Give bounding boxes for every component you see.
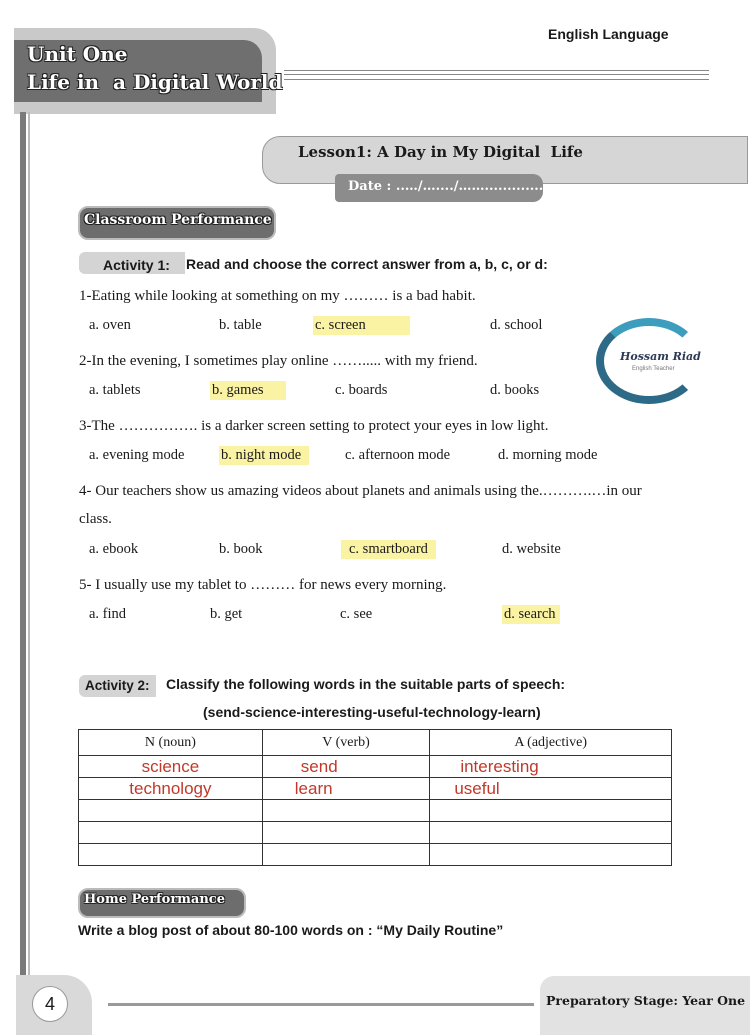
left-margin-bar-light [28, 112, 30, 992]
q5-option-c: c. see [340, 606, 373, 622]
header-noun: N (noun) [79, 730, 263, 756]
home-performance-label: Home Performance [84, 892, 225, 907]
parts-of-speech-table [78, 729, 672, 866]
cell-verb[interactable] [262, 800, 430, 822]
activity-2-instruction: Classify the following words in the suitable parts of speech: [166, 676, 566, 692]
table-row [79, 844, 672, 866]
page-number: 4 [32, 986, 68, 1022]
subject-title: English Language [548, 26, 669, 42]
cell-noun[interactable]: science [79, 756, 263, 778]
date-field: Date : ..…/…..../……............... [348, 179, 553, 194]
q1-option-c: c. screen [313, 316, 410, 335]
cell-verb[interactable]: send [262, 756, 430, 778]
table-row [79, 756, 672, 778]
cell-noun[interactable] [79, 800, 263, 822]
question-5: 5- I usually use my tablet to ……… for news every morning. [79, 577, 447, 593]
cell-noun[interactable] [79, 822, 263, 844]
lesson-title: Lesson1: A Day in My Digital Life [298, 143, 583, 161]
q2-option-a: a. tablets [89, 382, 141, 398]
q2-option-d: d. books [490, 382, 540, 398]
question-4: 4- Our teachers show us amazing videos about planets and animals using the.……….…in our [79, 483, 642, 499]
cell-adjective[interactable]: useful [430, 778, 672, 800]
classroom-performance-label: Classroom Performance [84, 212, 272, 228]
q4-option-a: a. ebook [89, 541, 139, 557]
header-divider [284, 70, 709, 80]
cell-verb[interactable] [262, 844, 430, 866]
logo-name: Hossam Riad [620, 350, 701, 363]
unit-title [27, 40, 283, 96]
table-row [79, 800, 672, 822]
unit-line-2: Life in a Digital World [27, 70, 283, 94]
q1-option-b: b. table [219, 317, 262, 333]
cell-adjective[interactable] [430, 844, 672, 866]
left-margin-bar [20, 112, 26, 992]
table-row [79, 778, 672, 800]
q3-option-c: c. afternoon mode [345, 447, 451, 463]
question-4-cont: class. [79, 511, 112, 527]
header-verb: V (verb) [262, 730, 430, 756]
question-1: 1-Eating while looking at something on my ……… is a bad habit. [79, 288, 476, 304]
q5-option-d: d. search [502, 605, 560, 624]
cell-verb[interactable]: learn [262, 778, 430, 800]
q5-option-b: b. get [210, 606, 243, 622]
header-adjective: A (adjective) [430, 730, 672, 756]
q3-option-b: b. night mode [219, 446, 309, 465]
activity-1-label: Activity 1: [79, 252, 185, 274]
q4-option-c: c. smartboard [341, 540, 436, 559]
cell-noun[interactable]: technology [79, 778, 263, 800]
cell-noun[interactable] [79, 844, 263, 866]
q1-option-d: d. school [490, 317, 543, 333]
cell-adjective[interactable]: interesting [430, 756, 672, 778]
table-row [79, 822, 672, 844]
home-task: Write a blog post of about 80-100 words on : “My Daily Routine” [78, 922, 504, 938]
cell-adjective[interactable] [430, 822, 672, 844]
q2-option-c: c. boards [335, 382, 388, 398]
footer-stage: Preparatory Stage: Year One [546, 993, 746, 1008]
cell-verb[interactable] [262, 822, 430, 844]
q3-option-d: d. morning mode [498, 447, 598, 463]
q4-option-b: b. book [219, 541, 263, 557]
question-2: 2-In the evening, I sometimes play online ……..... with my friend. [79, 353, 478, 369]
logo-subtitle: English Teacher [632, 366, 675, 372]
q1-option-a: a. oven [89, 317, 131, 333]
table-header-row [79, 730, 672, 756]
question-3: 3-The ……………. is a darker screen setting to protect your eyes in low light. [79, 418, 549, 434]
activity-2-word-list: (send-science-interesting-useful-technology-learn) [203, 704, 541, 720]
q5-option-a: a. find [89, 606, 127, 622]
cell-adjective[interactable] [430, 800, 672, 822]
unit-line-1: Unit One [27, 42, 128, 66]
footer-divider [108, 1003, 534, 1006]
q2-option-b: b. games [210, 381, 286, 400]
q3-option-a: a. evening mode [89, 447, 185, 463]
q4-option-d: d. website [502, 541, 561, 557]
activity-1-instruction: Read and choose the correct answer from a, b, c, or d: [186, 256, 548, 272]
activity-2-label: Activity 2: [79, 675, 156, 697]
